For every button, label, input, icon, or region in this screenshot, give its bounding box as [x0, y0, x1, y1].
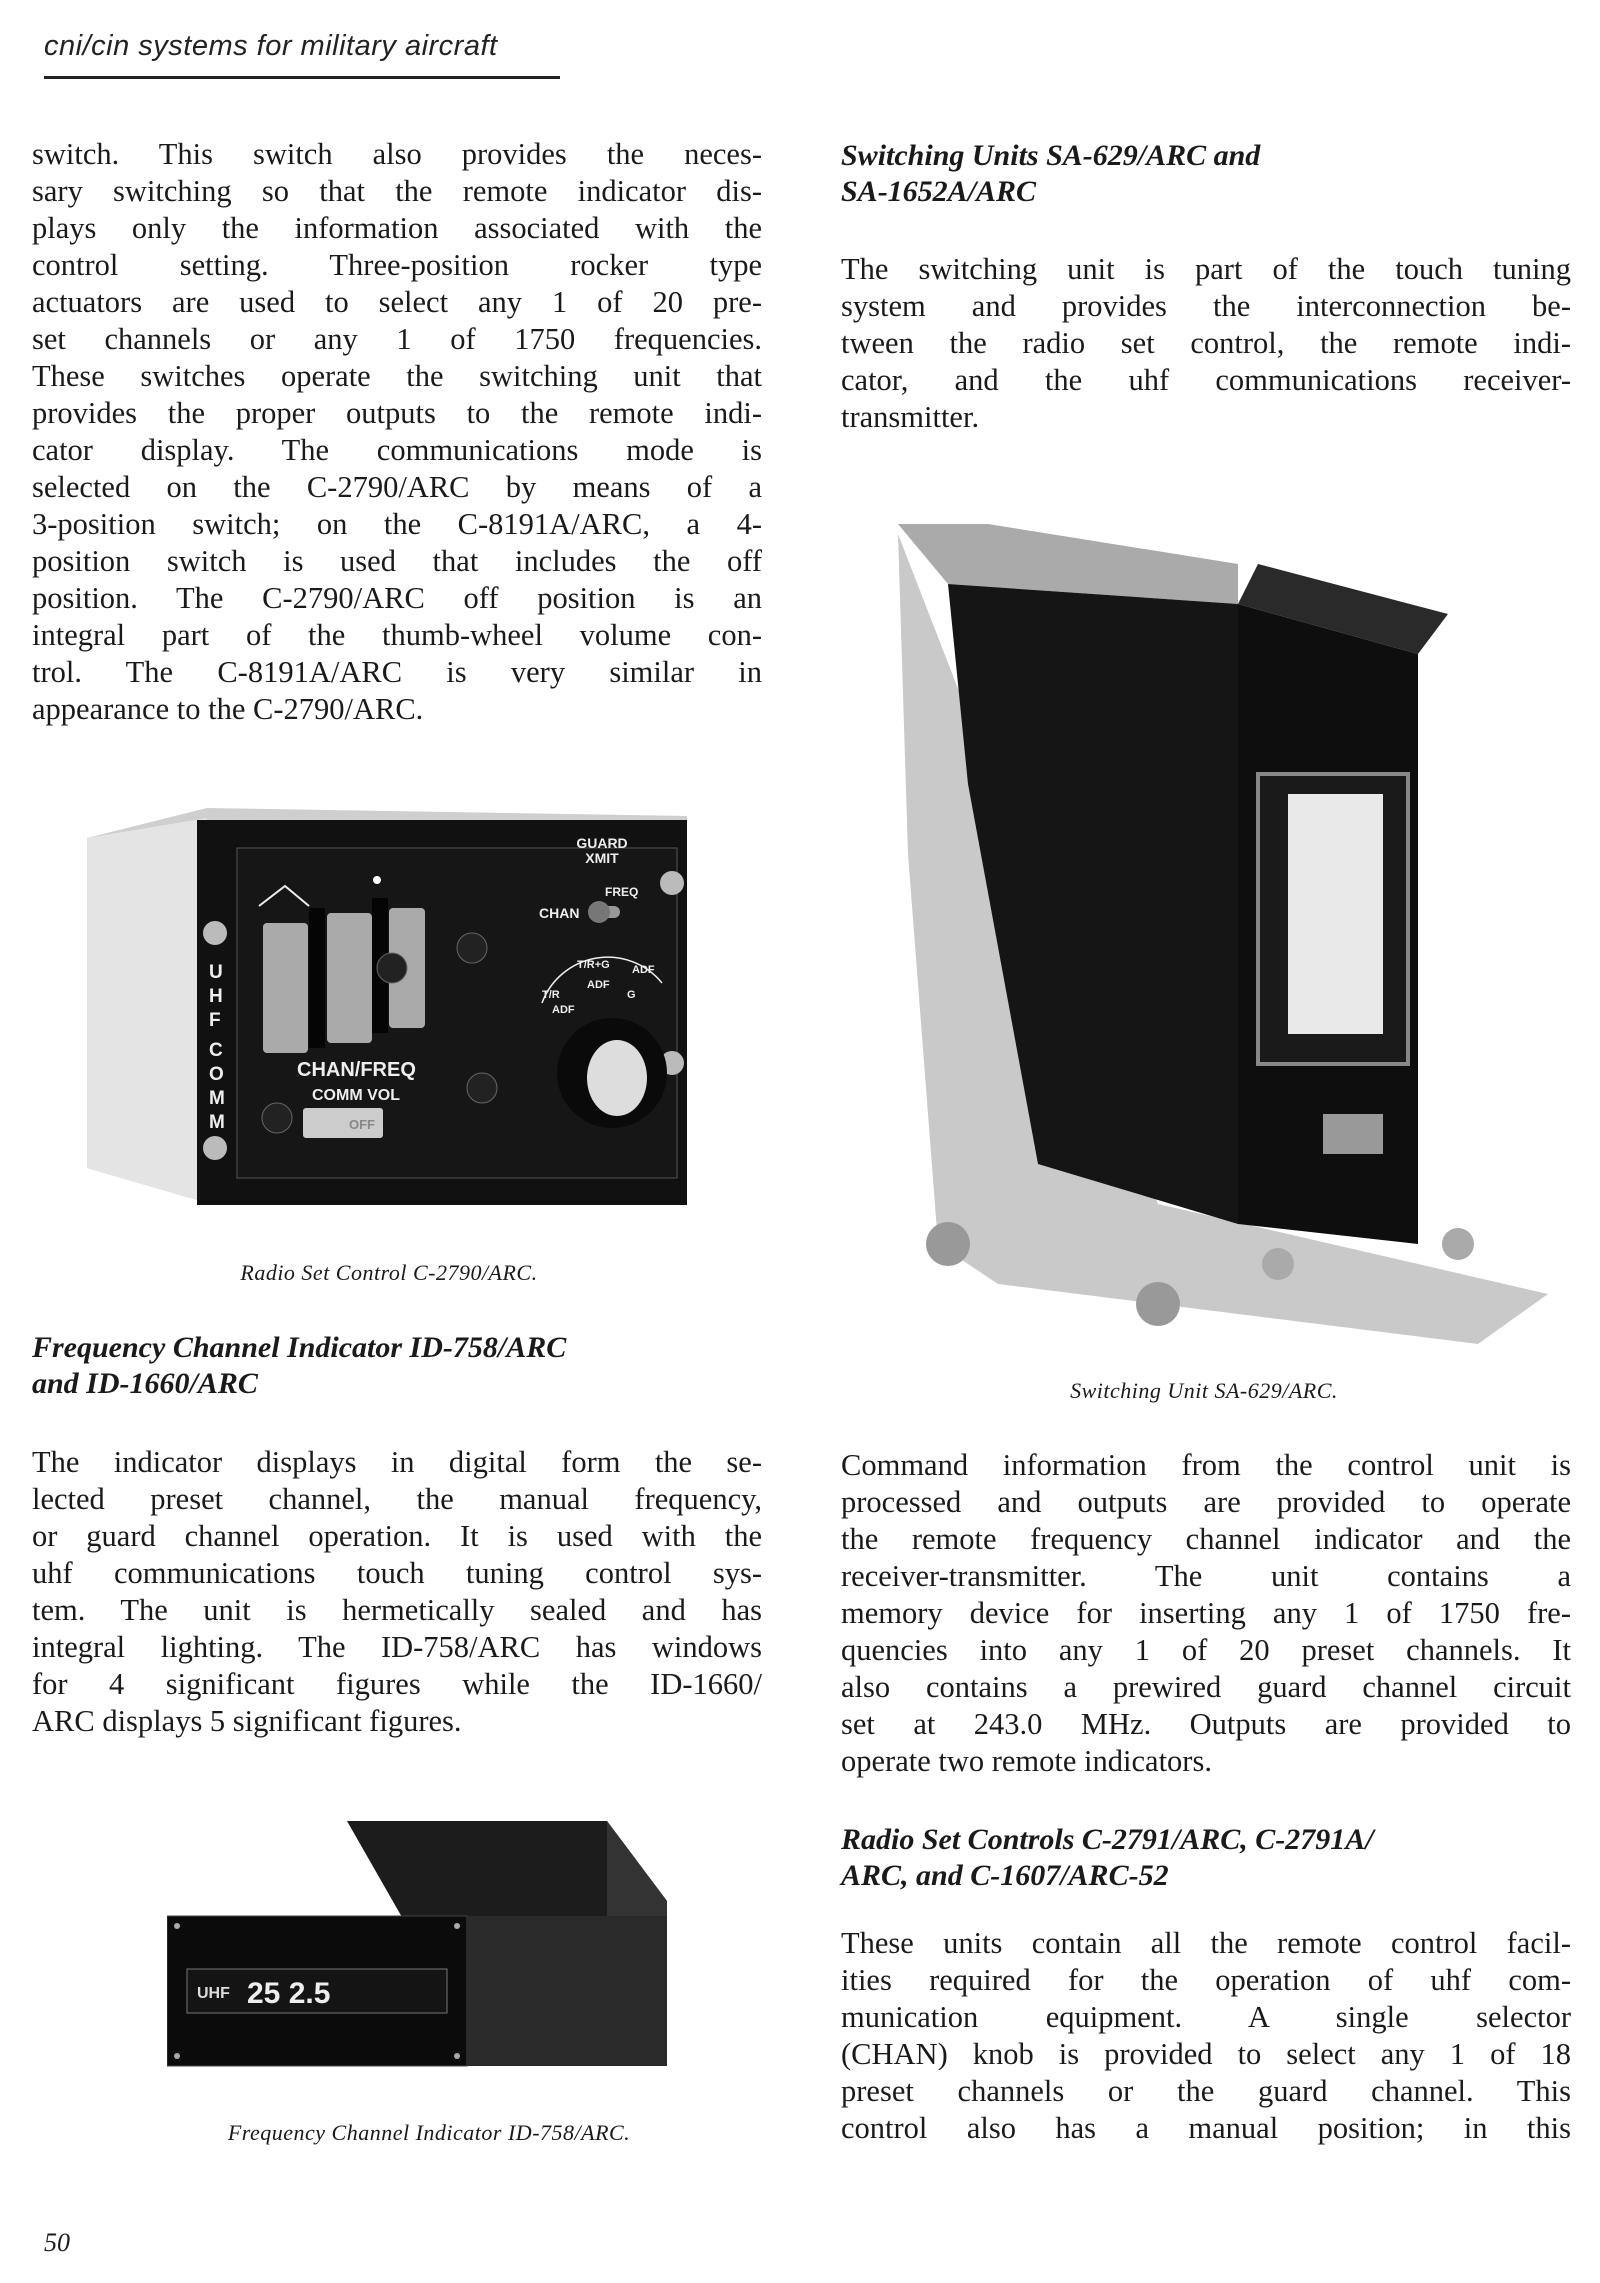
- guard-label: GUARD: [576, 835, 628, 851]
- text-line: the remote frequency channel indicator and the: [841, 1522, 1571, 1556]
- trg-label: T/R+G: [577, 959, 610, 971]
- frequency-readout: 25 2.5: [247, 1977, 331, 2010]
- text-line: operate two remote indicators.: [841, 1744, 1212, 1778]
- text-line: tween the radio set control, the remote indi-: [841, 326, 1571, 360]
- switching-unit-photo: [858, 524, 1550, 1364]
- text-line: transmitter.: [841, 400, 980, 434]
- text-line: (CHAN) knob is provided to select any 1 of 18: [841, 2037, 1571, 2071]
- text-line: sary switching so that the remote indicator dis-: [32, 174, 762, 208]
- left-paragraph-2: [32, 1444, 762, 1740]
- xmit-label: XMIT: [585, 850, 619, 866]
- heading-line: Radio Set Controls C-2791/ARC, C-2791A/: [841, 1823, 1374, 1856]
- text-line: memory device for inserting any 1 of 1750 fre-: [841, 1596, 1571, 1630]
- running-title: cni/cin systems for military aircraft: [44, 30, 498, 62]
- text-line: The indicator displays in digital form the se-: [32, 1445, 762, 1479]
- text-line: appearance to the C-2790/ARC.: [32, 692, 424, 726]
- guard-toggle-base: [588, 901, 610, 923]
- figure-caption-radio-set-control: Radio Set Control C-2790/ARC.: [240, 1260, 538, 1285]
- text-line: ities required for the operation of uhf com-: [841, 1963, 1571, 1997]
- text-line: tem. The unit is hermetically sealed and has: [32, 1593, 762, 1627]
- tr-label: T/R: [542, 989, 560, 1001]
- text-line: set at 243.0 MHz. Outputs are provided to: [841, 1707, 1571, 1741]
- text-line: These units contain all the remote control facil-: [841, 1926, 1571, 1960]
- section-heading-switching-units: [841, 138, 1260, 210]
- heading-line: ARC, and C-1607/ARC-52: [841, 1859, 1169, 1892]
- adf-label: ADF: [587, 979, 610, 991]
- heading-line: Switching Units SA-629/ARC and: [841, 139, 1261, 172]
- text-line: control also has a manual position; in this: [841, 2111, 1571, 2145]
- heading-line: Frequency Channel Indicator ID-758/ARC: [32, 1331, 567, 1364]
- figure-caption-switching-unit: Switching Unit SA-629/ARC.: [1070, 1378, 1338, 1403]
- right-paragraph-1: [841, 251, 1571, 436]
- section-heading-frequency-channel-indicator: [32, 1330, 566, 1402]
- adf-label: ADF: [552, 1004, 575, 1016]
- text-line: 3-position switch; on the C-8191A/ARC, a 4-: [32, 507, 762, 541]
- page-number: 50: [44, 2228, 70, 2257]
- text-line: provides the proper outputs to the remote indi-: [32, 396, 762, 430]
- figure-caption-frequency-indicator: Frequency Channel Indicator ID-758/ARC.: [227, 2120, 631, 2145]
- text-line: system and provides the interconnection be-: [841, 289, 1571, 323]
- text-line: position switch is used that includes the off: [32, 544, 762, 578]
- chan-freq-label: CHAN/FREQ: [297, 1059, 416, 1081]
- uhf-display-label: UHF: [197, 1985, 230, 2002]
- text-line: plays only the information associated with the: [32, 211, 762, 245]
- chan-label: CHAN: [539, 905, 580, 921]
- right-paragraph-3: [841, 1925, 1571, 2147]
- text-line: trol. The C-8191A/ARC is very similar in: [32, 655, 762, 689]
- text-line: receiver-transmitter. The unit contains a: [841, 1559, 1571, 1593]
- freq-label: FREQ: [605, 885, 639, 899]
- g-label: G: [627, 989, 636, 1001]
- text-line: uhf communications touch tuning control sys-: [32, 1556, 762, 1590]
- text-line: for 4 significant figures while the ID-1660/: [32, 1667, 762, 1701]
- text-line: cator, and the uhf communications receiver-: [841, 363, 1571, 397]
- text-line: set channels or any 1 of 1750 frequencies.: [32, 322, 762, 356]
- text-line: The switching unit is part of the touch tuning: [841, 252, 1571, 286]
- text-line: integral lighting. The ID-758/ARC has windows: [32, 1630, 762, 1664]
- heading-line: and ID-1660/ARC: [32, 1367, 258, 1400]
- section-heading-radio-set-controls: [841, 1822, 1374, 1894]
- text-line: preset channels or the guard channel. This: [841, 2074, 1571, 2108]
- text-line: processed and outputs are provided to operate: [841, 1485, 1571, 1519]
- text-line: ARC displays 5 significant figures.: [32, 1704, 462, 1738]
- text-line: or guard channel operation. It is used with the: [32, 1519, 762, 1553]
- right-paragraph-2: [841, 1447, 1571, 1780]
- adf-label: ADF: [632, 964, 655, 976]
- text-line: selected on the C-2790/ARC by means of a: [32, 470, 762, 504]
- text-line: cator display. The communications mode is: [32, 433, 762, 467]
- text-line: control setting. Three-position rocker type: [32, 248, 762, 282]
- text-line: quencies into any 1 of 20 preset channels. It: [841, 1633, 1571, 1667]
- header-rule: [44, 76, 560, 79]
- text-line: actuators are used to select any 1 of 20 pre-: [32, 285, 762, 319]
- radio-set-control-photo: [87, 808, 691, 1218]
- text-line: position. The C-2790/ARC off position is an: [32, 581, 762, 615]
- frequency-indicator-photo: [167, 1811, 691, 2101]
- left-paragraph-1: [32, 136, 762, 728]
- text-line: munication equipment. A single selector: [841, 2000, 1571, 2034]
- off-label: OFF: [349, 1117, 375, 1132]
- text-line: Command information from the control unit is: [841, 1448, 1571, 1482]
- text-line: These switches operate the switching unit that: [32, 359, 762, 393]
- heading-line: SA-1652A/ARC: [841, 175, 1037, 208]
- text-line: integral part of the thumb-wheel volume con-: [32, 618, 762, 652]
- text-line: also contains a prewired guard channel circuit: [841, 1670, 1571, 1704]
- text-line: switch. This switch also provides the neces-: [32, 137, 762, 171]
- comm-vol-label: COMM VOL: [312, 1087, 400, 1104]
- text-line: lected preset channel, the manual frequency,: [32, 1482, 762, 1516]
- uhf-comm-label: U H F C O M M: [209, 962, 225, 1133]
